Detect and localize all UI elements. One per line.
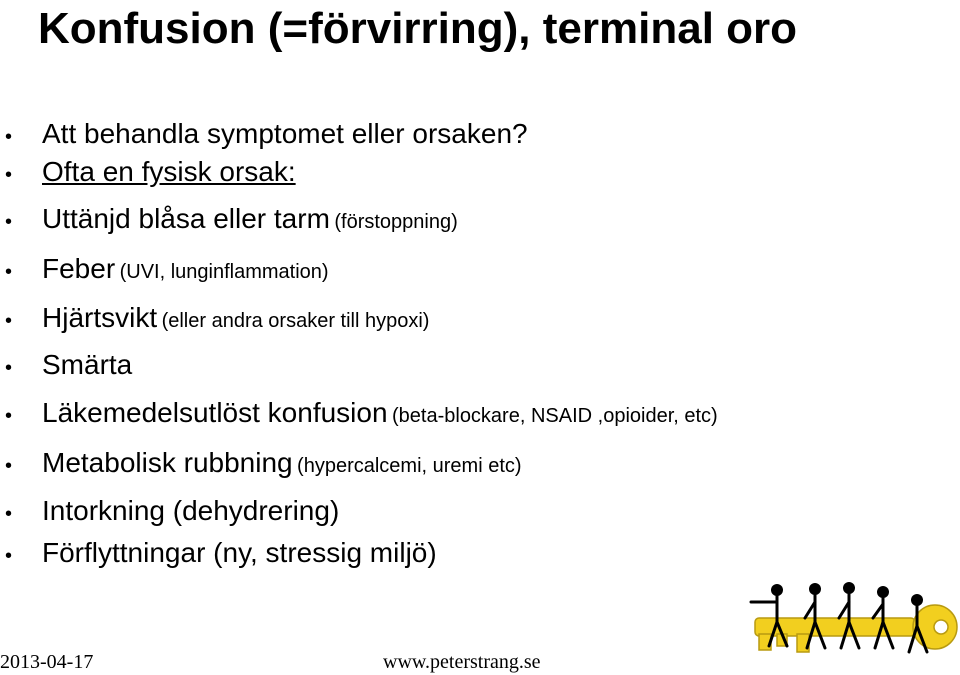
- bullet-sub-text: (UVI, lunginflammation): [119, 261, 329, 283]
- bullet-dot: •: [5, 357, 13, 379]
- people-carrying-key-icon: [745, 580, 960, 675]
- bullet-main-text: Uttänjd blåsa eller tarm: [42, 203, 330, 234]
- footer-website: www.peterstrang.se: [383, 651, 541, 673]
- bullet-dot: •: [5, 126, 13, 148]
- bullet-text: [42, 495, 339, 527]
- bullet-sub-text: (hypercalcemi, uremi etc): [297, 455, 522, 477]
- bullet-dot: •: [5, 405, 13, 427]
- bullet-sub-text: (eller andra orsaker till hypoxi): [161, 310, 430, 332]
- bullet-dot: •: [5, 545, 13, 567]
- bullet-dot: •: [5, 310, 13, 332]
- bullet-dot: •: [5, 211, 13, 233]
- bullet-main-text: Smärta: [42, 349, 133, 380]
- bullet-sub-text: (förstoppning): [334, 211, 458, 233]
- bullet-main-text: Feber: [42, 253, 116, 284]
- bullet-dot: •: [5, 455, 13, 477]
- bullet-text: [42, 253, 329, 285]
- bullet-dot: •: [5, 164, 13, 186]
- bullet-text: [42, 537, 437, 569]
- bullet-main-text: Intorkning (dehydrering): [42, 495, 340, 526]
- bullet-text: [42, 118, 528, 150]
- footer-date: 2013-04-17: [0, 651, 94, 673]
- bullet-dot: •: [5, 503, 13, 525]
- bullet-main-text: Att behandla symptomet eller orsaken?: [42, 118, 528, 149]
- bullet-text: [42, 302, 429, 334]
- bullet-main-text: Ofta en fysisk orsak:: [42, 156, 296, 187]
- bullet-sub-text: (beta-blockare, NSAID ,opioider, etc): [392, 405, 718, 427]
- bullet-main-text: Hjärtsvikt: [42, 302, 158, 333]
- bullet-main-text: Metabolisk rubbning: [42, 447, 293, 478]
- bullet-text: [42, 156, 296, 188]
- bullet-text: [42, 397, 718, 429]
- bullet-text: [42, 349, 132, 381]
- slide-title: Konfusion (=förvirring), terminal oro: [38, 4, 798, 53]
- bullet-main-text: Läkemedelsutlöst konfusion: [42, 397, 388, 428]
- bullet-main-text: Förflyttningar (ny, stressig miljö): [42, 537, 437, 568]
- bullet-dot: •: [5, 261, 13, 283]
- bullet-text: [42, 203, 458, 235]
- bullet-text: [42, 447, 522, 479]
